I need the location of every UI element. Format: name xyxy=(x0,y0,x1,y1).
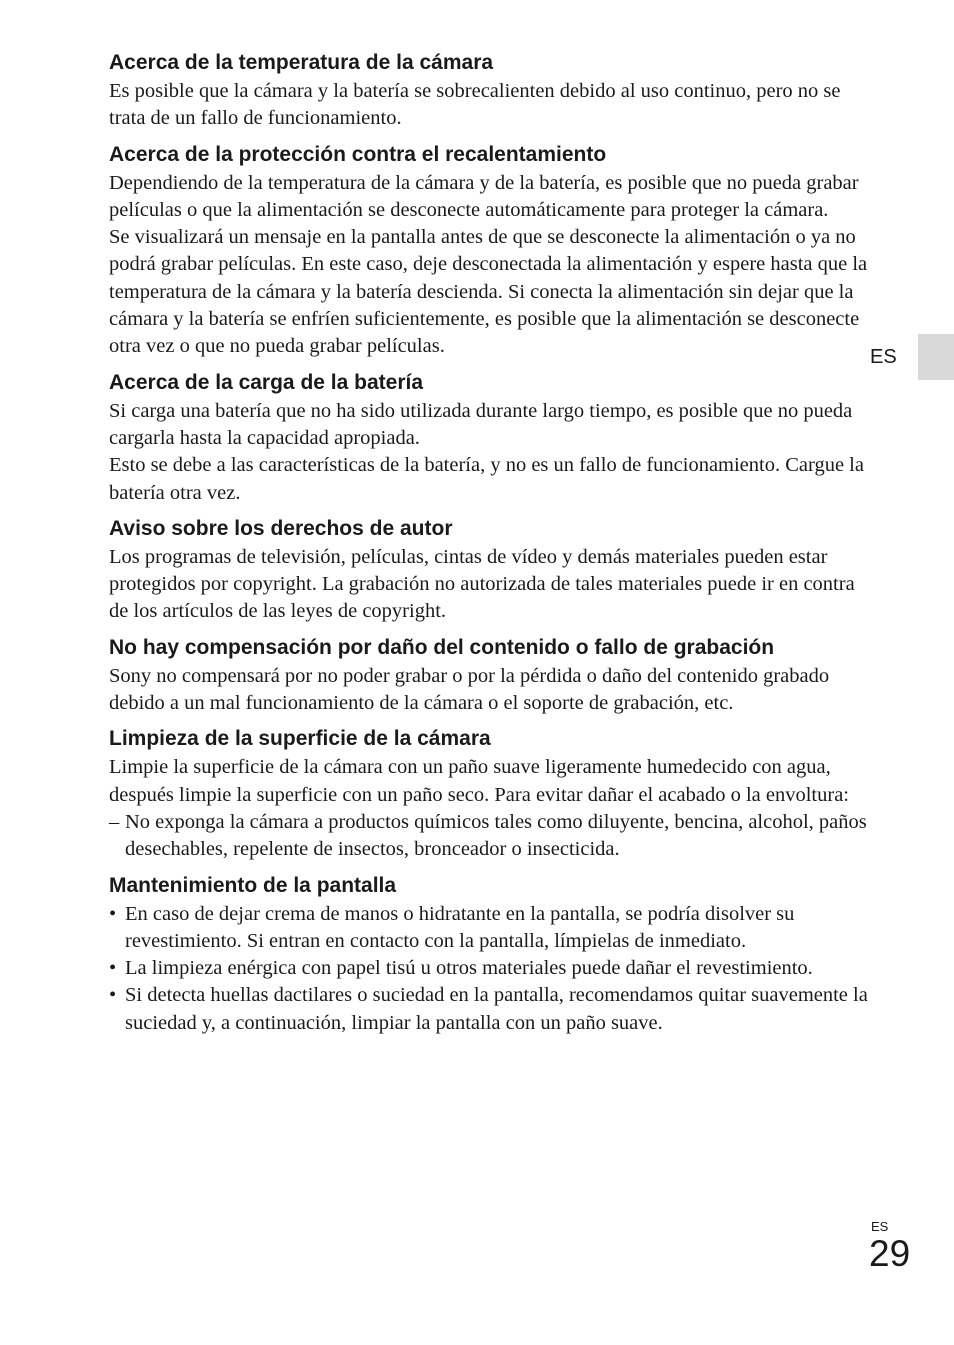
section-heading: No hay compensación por daño del contenido o fallo de grabación xyxy=(109,635,775,659)
dash-marker: – xyxy=(109,810,120,833)
manual-page-content xyxy=(109,48,869,1037)
section-heading: Mantenimiento de la pantalla xyxy=(109,873,397,897)
section-overheat-protection xyxy=(109,140,869,361)
section-heading: Acerca de la protección contra el recalentamiento xyxy=(109,142,607,166)
dash-list xyxy=(109,809,869,864)
bullet-marker: • xyxy=(109,902,117,925)
list-item xyxy=(109,809,869,864)
list-item-text: No exponga la cámara a productos químicos tales como diluyente, bencina, alcohol, paños desechables, repelente de insectos, bronceador o insecticida. xyxy=(125,810,867,861)
list-item-text: La limpieza enérgica con papel tisú u otros materiales puede dañar el revestimiento. xyxy=(125,957,813,980)
footer-language-label: ES xyxy=(871,1219,889,1234)
section-paragraph: Dependiendo de la temperatura de la cámara y de la batería, es posible que no pueda grabar películas o que la alimentación se desconecte automáticamente para proteger la cámara. xyxy=(109,171,859,221)
section-paragraph: Sony no compensará por no poder grabar o por la pérdida o daño del contenido grabado debido a un mal funcionamiento de la cámara o el soporte de grabación, etc. xyxy=(109,664,830,715)
section-camera-temperature xyxy=(109,48,869,133)
page-number: 29 xyxy=(869,1233,911,1274)
list-item-text: Si detecta huellas dactilares o suciedad en la pantalla, recomendamos quitar suavemente la suciedad y, a continuación, limpiar la pantalla con un paño suave. xyxy=(125,984,868,1034)
bullet-marker: • xyxy=(109,957,117,980)
bullet-marker: • xyxy=(109,984,117,1007)
language-tab-label: ES xyxy=(870,346,897,368)
section-paragraph: Si carga una batería que no ha sido utilizada durante largo tiempo, es posible que no pueda cargarla hasta la capacidad apropiada. xyxy=(109,399,853,449)
list-item xyxy=(109,955,869,982)
bullet-list xyxy=(109,901,869,1037)
section-screen-maintenance xyxy=(109,871,869,1037)
section-no-compensation xyxy=(109,633,869,718)
section-paragraph: Esto se debe a las características de la batería, y no es un fallo de funcionamiento. Cargue la batería otra vez. xyxy=(109,454,864,504)
language-tab xyxy=(918,334,954,380)
section-heading: Acerca de la temperatura de la cámara xyxy=(109,51,494,74)
section-paragraph: Es posible que la cámara y la batería se sobrecalienten debido al uso continuo, pero no se trata de un fallo de funcionamiento. xyxy=(109,80,841,130)
section-paragraph: Los programas de televisión, películas, cintas de vídeo y demás materiales pueden estar protegidos por copyright. La grabación no autorizada de tales materiales puede ir en contra de los artículos de las leyes de copyright. xyxy=(109,545,855,623)
list-item xyxy=(109,901,869,956)
section-paragraph: Limpie la superficie de la cámara con un paño suave ligeramente humedecido con agua, después limpie la superficie con un paño seco. Para evitar dañar el acabado o la envoltura: xyxy=(109,756,849,806)
section-battery-charge xyxy=(109,368,869,507)
list-item-text: En caso de dejar crema de manos o hidratante en la pantalla, se podría disolver su revestimiento. Si entran en contacto con la pantalla, límpielas de inmediato. xyxy=(125,902,795,952)
section-heading: Aviso sobre los derechos de autor xyxy=(109,516,453,540)
section-copyright-notice xyxy=(109,514,869,626)
section-surface-cleaning xyxy=(109,724,869,863)
section-heading: Limpieza de la superficie de la cámara xyxy=(109,727,491,751)
section-heading: Acerca de la carga de la batería xyxy=(109,370,424,394)
list-item xyxy=(109,982,869,1037)
section-paragraph: Se visualizará un mensaje en la pantalla antes de que se desconecte la alimentación o ya no podrá grabar películas. En este caso, deje desconectada la alimentación y espere hasta que la temperatura de la cámara y la batería descienda. Si conecta la alimentación sin dejar que la cámara y la batería se enfríen suficientemente, es posible que la alimentación se desconecte otra vez o que no pueda grabar películas. xyxy=(109,226,868,358)
